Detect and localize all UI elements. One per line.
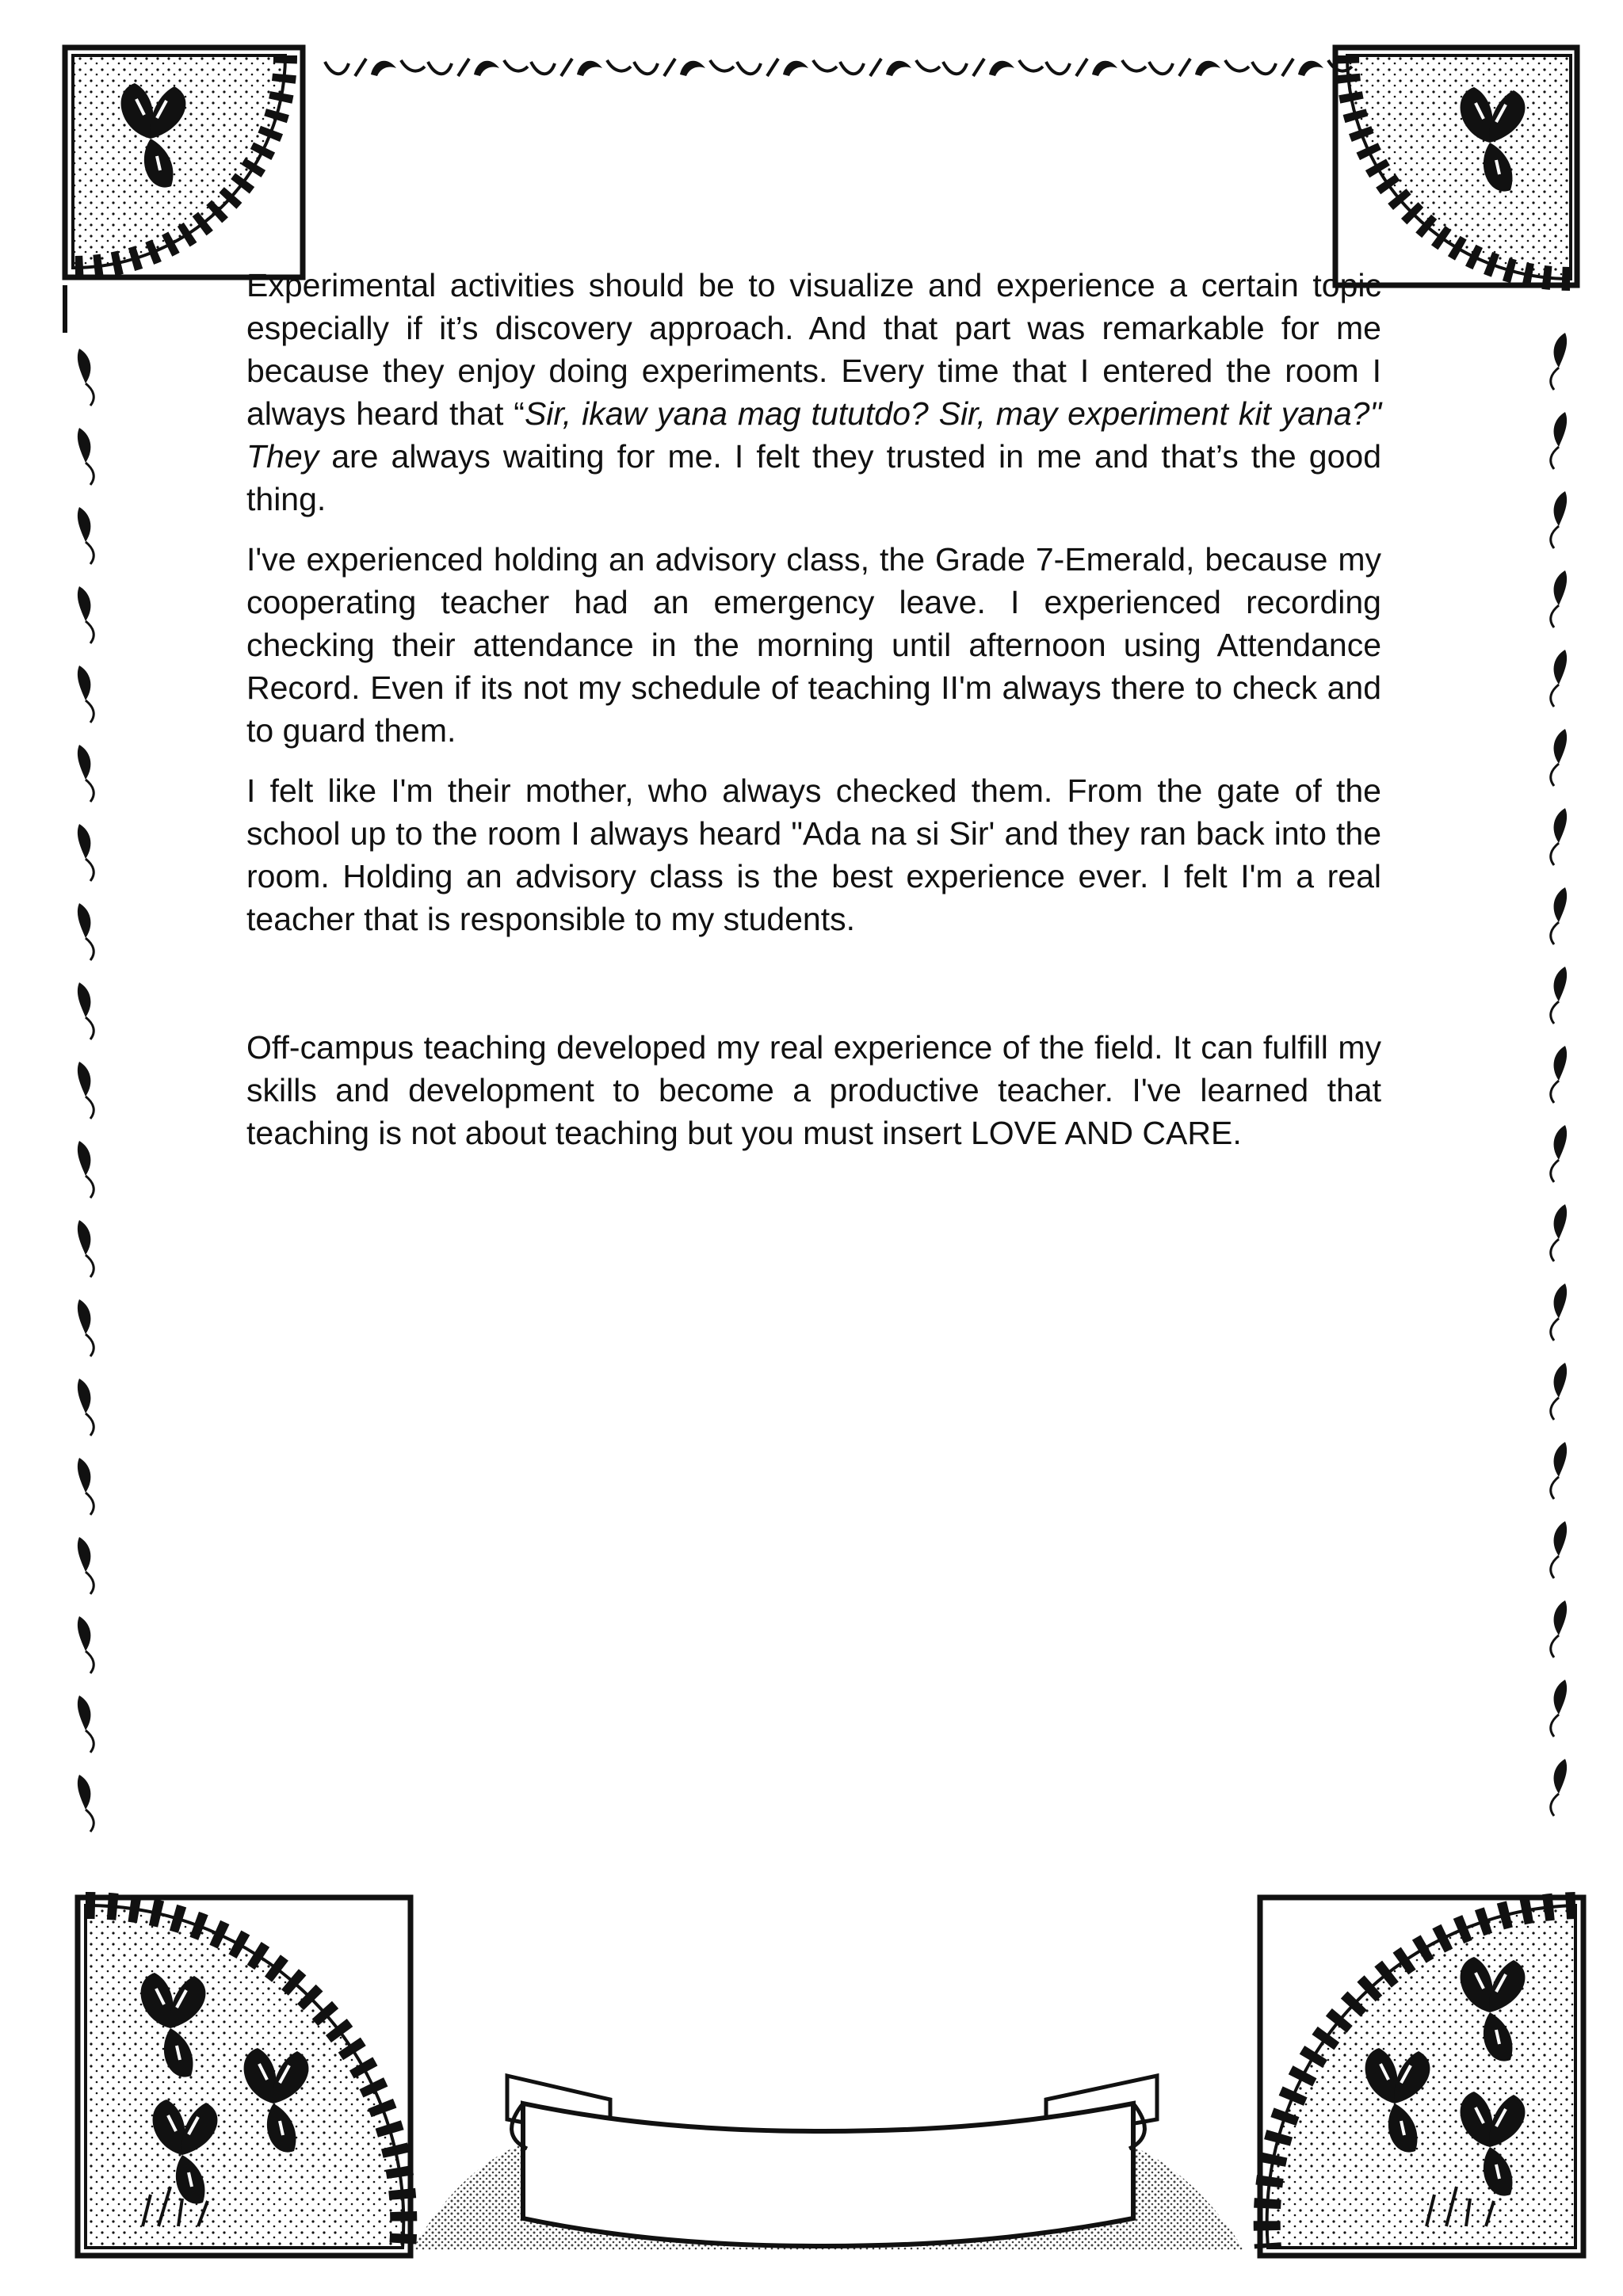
paragraph-2: I've experienced holding an advisory class, the Grade 7-Emerald, because my cooperating teacher had an emergency leave. I experienced recording checking their attendance in the morning until afternoon using Attendance Record. Even if its not my schedule of teaching II'm always there to check and to guard them. [246,541,1381,749]
bottom-left-corner [78,1897,411,2256]
right-vine [1551,333,1567,1816]
paragraph-1 [246,264,1381,521]
paragraph-1-lead: Experimental activities should be to visualize and experience a certain topic especially if it’s discovery approach. And that part was remarkable for me because they enjoy doing experiments. Every time that I entered the room I always heard that “ [246,267,1381,432]
top-frieze [325,59,1352,76]
paragraph-1-tail: are always waiting for me. I felt they trusted in me and that’s the good thing. [246,438,1381,517]
bottom-banner [412,2076,1244,2250]
paragraph-1-quote: Sir, ikaw yana mag tututdo? Sir, may experiment kit yana?" They [246,395,1381,475]
paragraph-4: Off-campus teaching developed my real experience of the field. It can fulfill my skills and development to become a productive teacher. I've learned that teaching is not about teaching but you must insert LOVE AND CARE. [246,1029,1381,1151]
paragraph-3: I felt like I'm their mother, who always checked them. From the gate of the school up to the room I always heard "Ada na si Sir' and they ran back into the room. Holding an advisory class is the best experience ever. I felt I'm a real teacher that is responsible to my students. [246,772,1381,937]
top-right-corner [1335,48,1577,285]
body-text [246,264,1381,1172]
bottom-right-corner [1260,1897,1583,2256]
left-vine [78,349,94,1832]
